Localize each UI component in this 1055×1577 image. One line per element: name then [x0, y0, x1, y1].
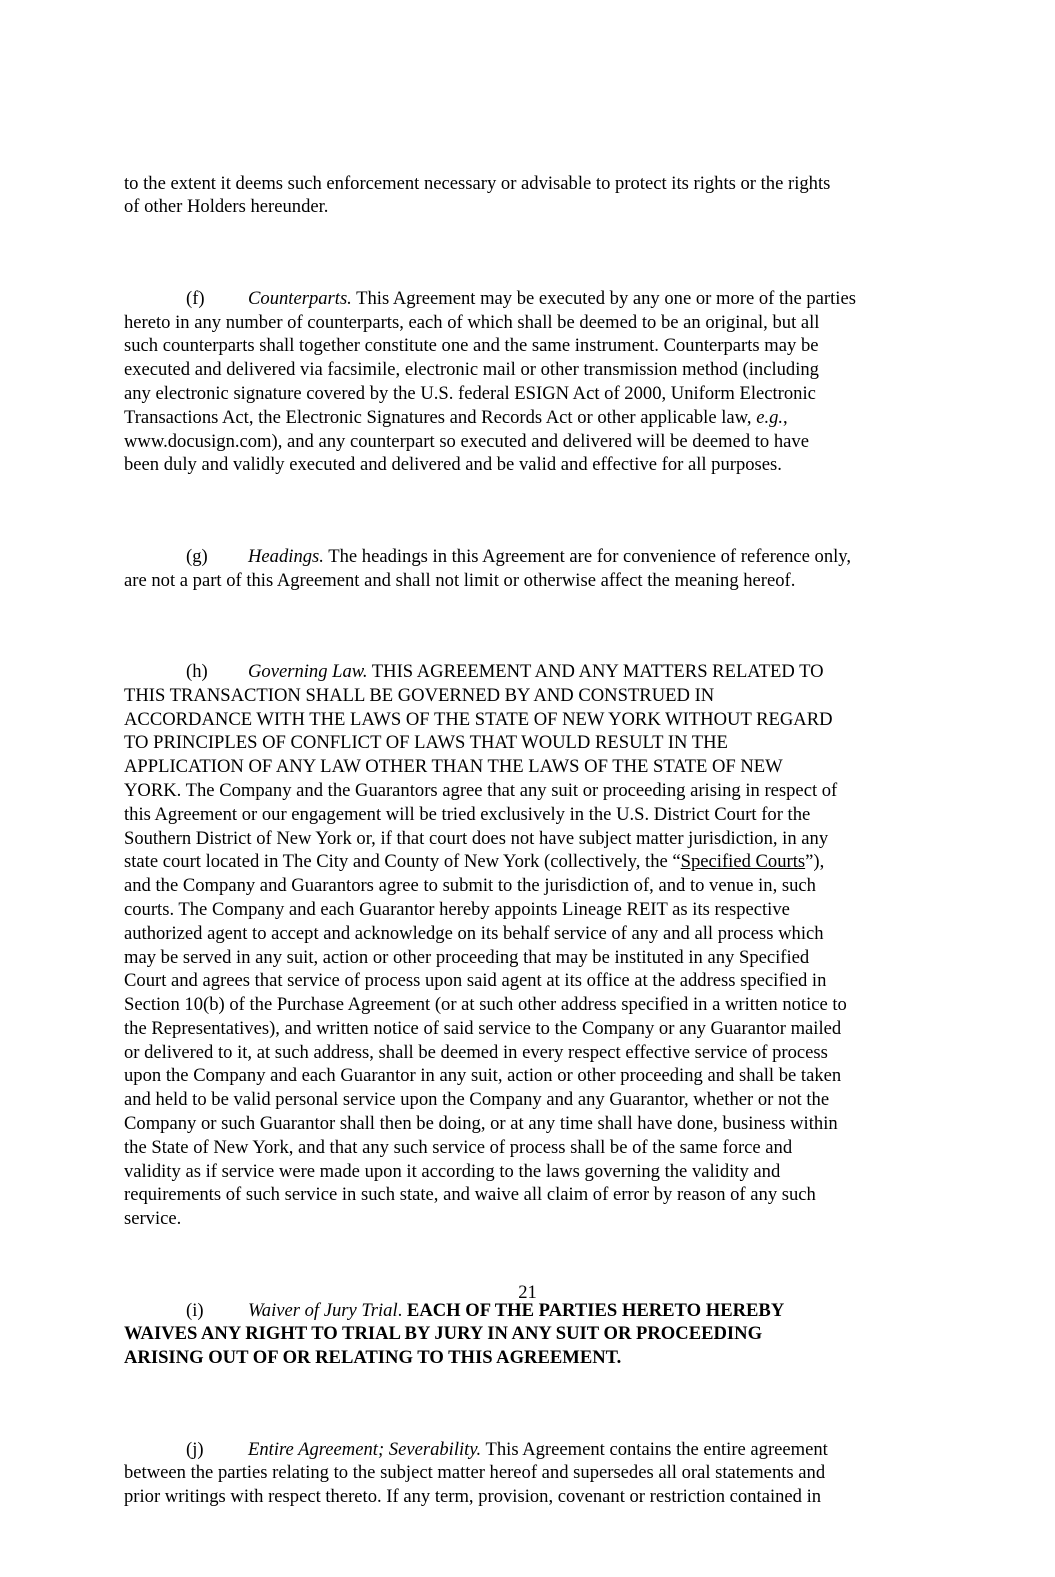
section-heading: Headings. [248, 545, 324, 567]
section-heading: Governing Law. [248, 660, 368, 682]
section-label: (g) [186, 545, 208, 567]
section-g-headings: (g) Headings. The headings in this Agreement are for convenience of reference only, are not a part of this Agreement and shall not limit or otherwise affect the meaning hereof. [124, 545, 852, 591]
section-heading: Waiver of Jury Trial [248, 1299, 398, 1321]
section-i-jury-waiver: (i) Waiver of Jury Trial. EACH OF THE PARTIES HERETO HEREBY WAIVES ANY RIGHT TO TRIAL BY JURY IN ANY SUIT OR PROCEEDING ARISING OUT OF OR RELATING TO THIS AGREEMENT. [124, 1299, 785, 1369]
defined-term: Specified Courts [680, 851, 806, 873]
section-label: (f) [186, 287, 205, 309]
page-number: 21 [518, 1282, 537, 1303]
section-heading: Entire Agreement; Severability. [248, 1438, 482, 1460]
emphasis: e.g. [756, 406, 784, 428]
document-page [124, 124, 930, 1577]
section-label: (i) [186, 1299, 204, 1321]
bold-waiver-text: EACH OF THE PARTIES HERETO HEREBY WAIVES ANY RIGHT TO TRIAL BY JURY IN ANY SUIT OR PROCEEDING ARISING OUT OF OR RELATING TO THIS AGREEMENT. [124, 1299, 785, 1369]
section-heading: Counterparts. [248, 287, 352, 309]
section-h-governing-law: (h) Governing Law. THIS AGREEMENT AND ANY MATTERS RELATED TO THIS TRANSACTION SHALL BE GOVERNED BY AND CONSTRUED IN ACCORDANCE WITH THE LAWS OF THE STATE OF NEW YORK WITHOUT REGARD TO PRINCIPLES OF CONFLICT OF LAWS THAT WOULD RESULT IN THE APPLICATION OF ANY LAW OTHER THAN THE LAWS OF THE STATE OF NEW YORK. The Company and the Guarantors agree that any suit or proceeding arising in respect of this Agreement or our engagement will be tried exclusively in the U.S. District Court for the Southern District of New York or, if that court does not have subject matter jurisdiction, in any state court located in The City and County of New York (collectively, the “Specified Courts”), and the Company and Guarantors agree to submit to the jurisdiction of, and to venue in, such courts. The Company and each Guarantor hereby appoints Lineage REIT as its respective authorized agent to accept and acknowledge on its behalf service of any and all process which may be served in any suit, action or other proceeding that may be instituted in any Specified Court and agrees that service of process upon said agent at its office at the address specified in Section 10(b) of the Purchase Agreement (or at such other address specified in a written notice to the Representatives), and written notice of said service to the Company or any Guarantor mailed or delivered to it, at such address, shall be deemed in every respect effective service of process upon the Company and each Guarantor in any suit, action or other proceeding and shall be taken and held to be valid personal service upon the Company and any Guarantor, whether or not the Company or such Guarantor shall then be doing, or at any time shall have done, business within the State of New York, and that any such service of process shall be of the same force and validity as if service were made upon it according to the laws governing the validity and requirements of such service in such state, and waive all claim of error by reason of any such service. [124, 660, 847, 1230]
continuation-paragraph: to the extent it deems such enforcement necessary or advisable to protect its rights or the rights of other Holders hereunder. [124, 172, 831, 218]
section-label: (j) [186, 1438, 204, 1460]
section-j-entire-agreement: (j) Entire Agreement; Severability. This Agreement contains the entire agreement between the parties relating to the subject matter hereof and supersedes all oral statements and prior writings with respect thereto. If any term, provision, covenant or restriction contained in [124, 1438, 828, 1508]
section-label: (h) [186, 660, 208, 682]
section-f-counterparts: (f) Counterparts. This Agreement may be executed by any one or more of the parties hereto in any number of counterparts, each of which shall be deemed to be an original, but all such counterparts shall together constitute one and the same instrument. Counterparts may be executed and delivered via facsimile, electronic mail or other transmission method (including any electronic signature covered by the U.S. federal ESIGN Act of 2000, Uniform Electronic Transactions Act, the Electronic Signatures and Records Act or other applicable law, e.g., www.docusign.com), and any counterpart so executed and delivered will be deemed to have been duly and validly executed and delivered and be valid and effective for all purposes. [124, 287, 856, 476]
